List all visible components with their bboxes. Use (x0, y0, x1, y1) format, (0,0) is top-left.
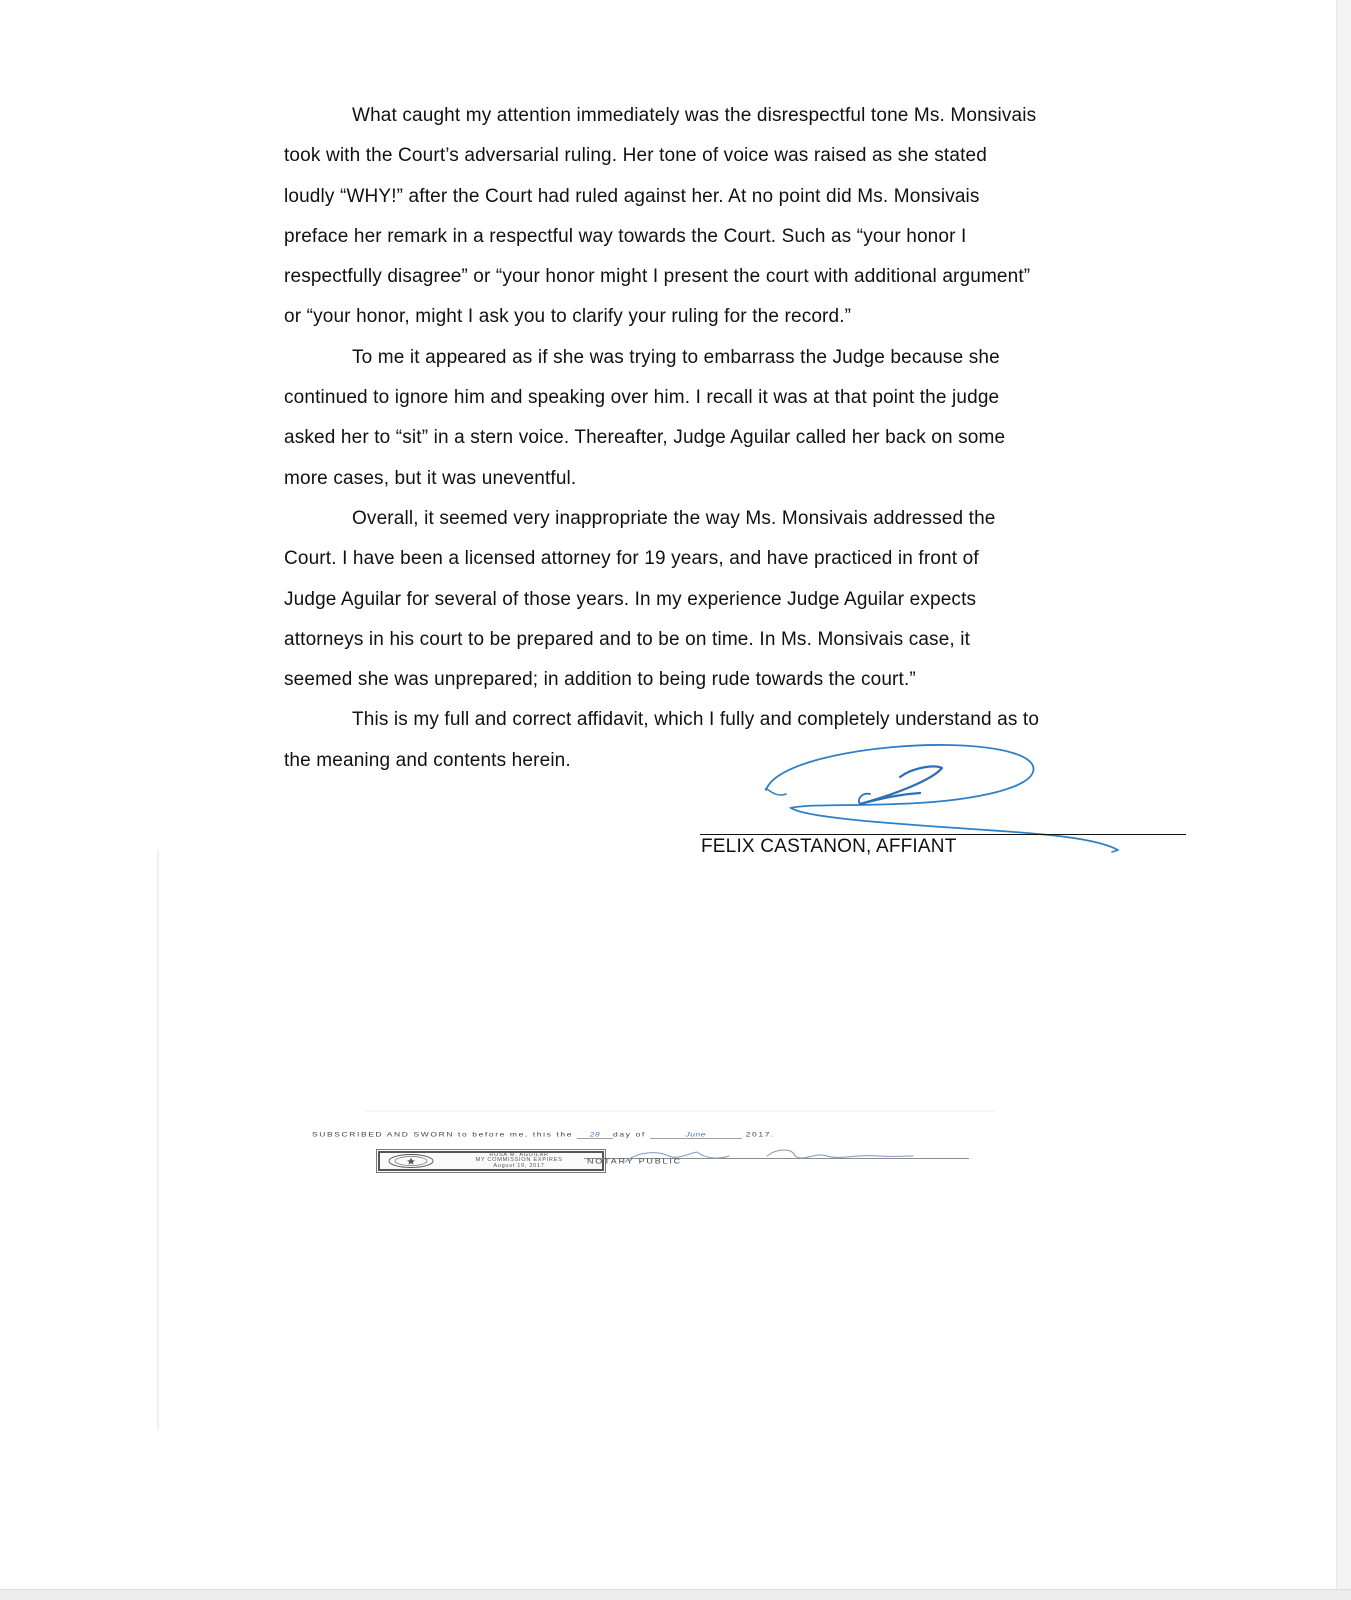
paragraph-1: What caught my attention immediately was the disrespectful tone Ms. Monsivais took with the Court’s adversarial ruling. Her tone of voice was raised as she stated loudly “WHY!” after the Court had ruled against her. At no point did Ms. Monsivais preface her remark in a respectful way towards the Court. Such as “your honor I respectfully disagree” or “your honor might I present the court with additional argument” or “your honor, might I ask you to clarify your ruling for the record.” (284, 105, 1037, 328)
paragraph-2: To me it appeared as if she was trying to embarrass the Judge because she continued to ignore him and speaking over him. I recall it was at that point the judge asked her to “sit” in a stern voice. Thereafter, Judge Aguilar called her back on some more cases, but it was uneventful. (284, 346, 1006, 489)
jurat-line (312, 1130, 775, 1139)
stamp-name: ROSA M. AGUILAR (489, 1152, 549, 1158)
signature-line (700, 834, 1186, 835)
notary-jurat (312, 1130, 982, 1180)
notary-stamp (378, 1151, 604, 1171)
notary-seal-icon (386, 1153, 436, 1169)
jurat-prefix: SUBSCRIBED AND SWORN to before me, this the (312, 1130, 574, 1138)
notary-signature (617, 1144, 917, 1168)
scan-artifact (157, 850, 159, 1430)
stamp-text (440, 1153, 598, 1169)
paragraph-3: Overall, it seemed very inappropriate the way Ms. Monsivais addressed the Court. I have been a licensed attorney for 19 years, and have practiced in front of Judge Aguilar for several of those years. In my experience Judge Aguilar expects attorneys in his court to be prepared and to be on time. In Ms. Monsivais case, it seemed she was unprepared; in addition to being rude towards the court.” (284, 507, 996, 691)
notary-public-label: NOTARY PUBLIC (587, 1157, 682, 1165)
page-edge-right (1336, 0, 1351, 1600)
jurat-day-word: day of (613, 1130, 646, 1138)
jurat-day: 28 (577, 1130, 613, 1139)
stamp-commission: MY COMMISSION EXPIRES (475, 1157, 563, 1164)
scan-artifact-faint (365, 1110, 995, 1112)
stamp-date: August 19, 2017 (493, 1162, 545, 1169)
page-edge-bottom (0, 1589, 1351, 1600)
affiant-label: FELIX CASTANON, AFFIANT (701, 836, 957, 857)
paragraph-4: This is my full and correct affidavit, which I fully and completely understand as to the meaning and contents herein. (284, 709, 1040, 771)
affidavit-body (284, 96, 1180, 781)
jurat-year: 2017. (745, 1130, 776, 1138)
jurat-month: June (650, 1130, 742, 1139)
